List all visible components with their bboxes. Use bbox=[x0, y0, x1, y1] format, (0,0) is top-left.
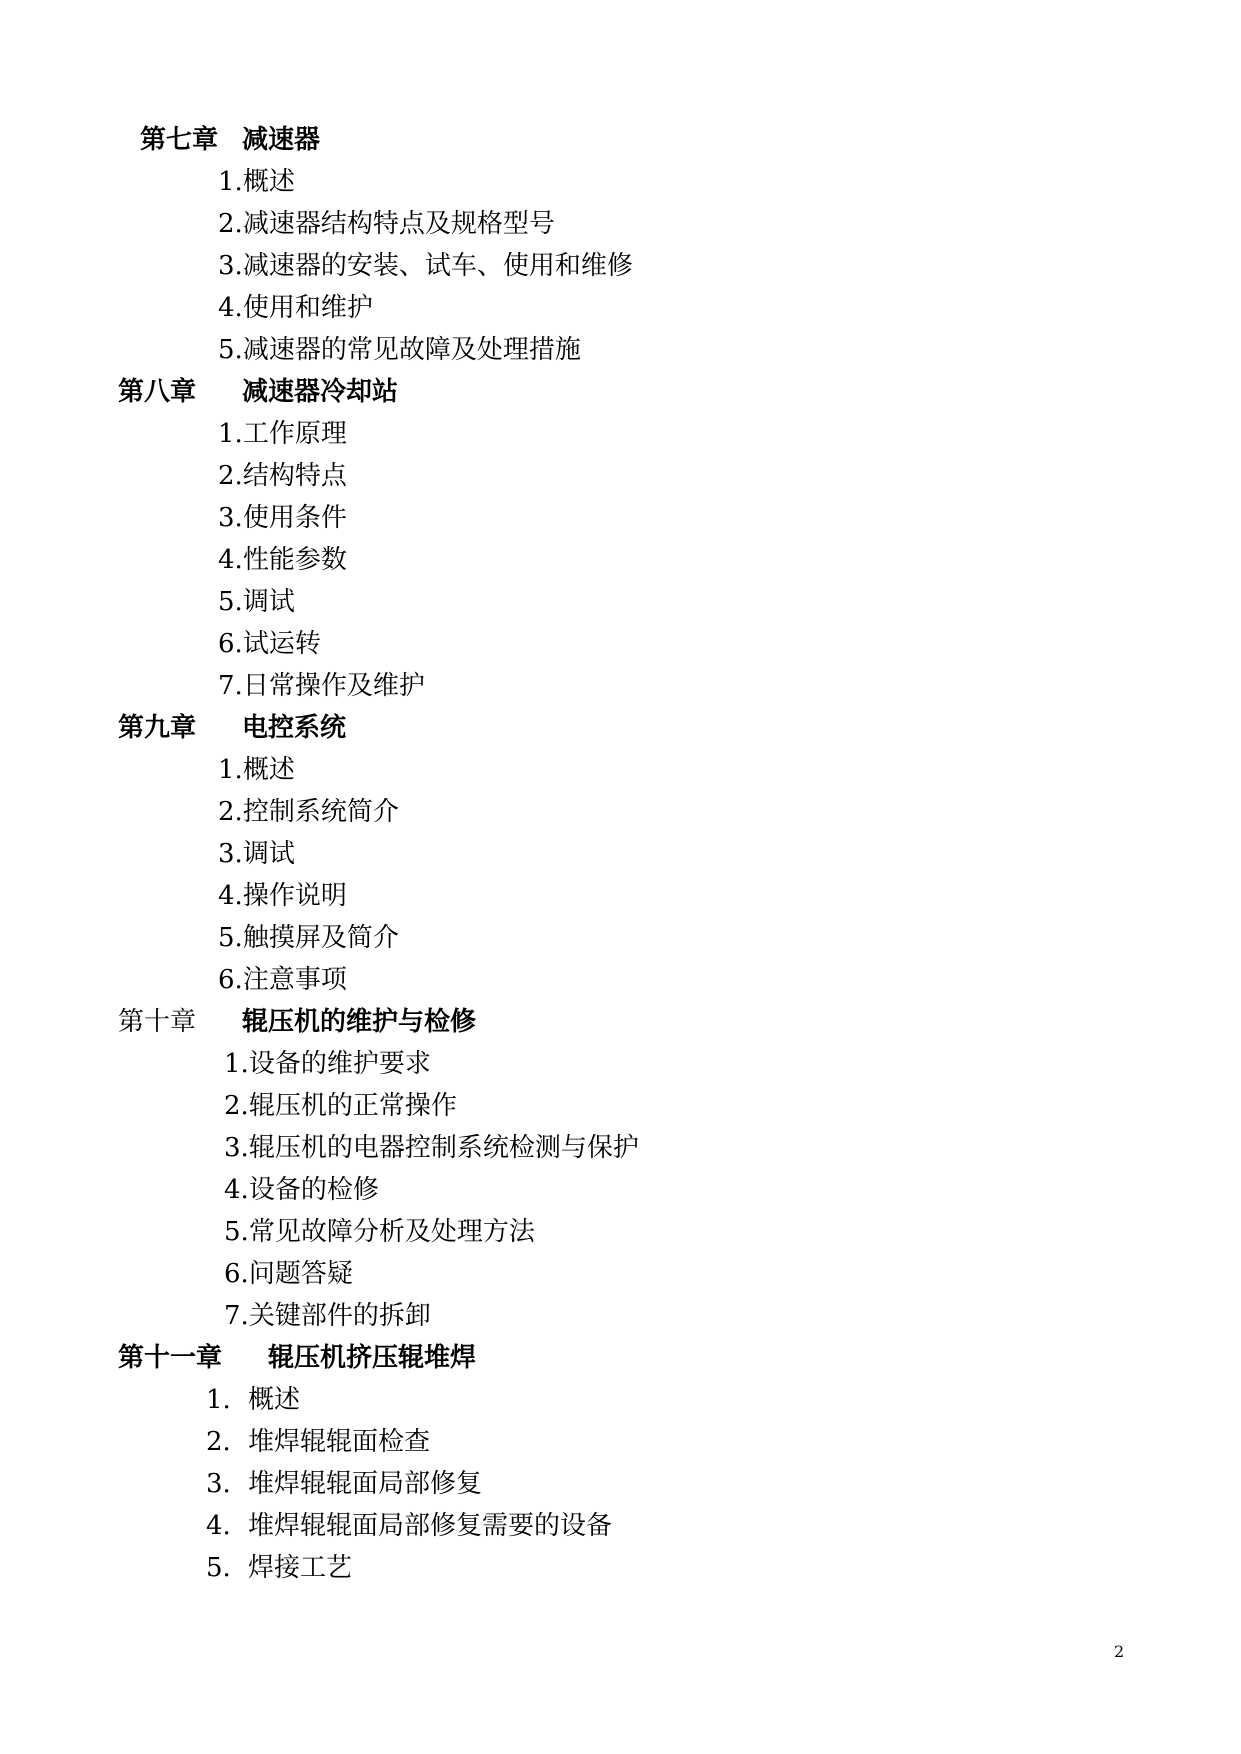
item-number: 2. bbox=[218, 461, 243, 491]
item-text: 概述 bbox=[242, 755, 295, 785]
toc-item bbox=[218, 250, 633, 282]
item-text: 调试 bbox=[242, 587, 295, 617]
item-number: 1. bbox=[218, 167, 243, 197]
item-number: 7. bbox=[218, 671, 243, 701]
toc-item bbox=[224, 1174, 379, 1206]
item-text: 工作原理 bbox=[242, 419, 347, 449]
item-number: 2. bbox=[224, 1091, 249, 1121]
item-number: 1. bbox=[218, 419, 243, 449]
item-number: 5. bbox=[224, 1217, 249, 1247]
item-text: 结构特点 bbox=[242, 461, 347, 491]
item-number: 1. bbox=[206, 1385, 231, 1415]
item-text: 试运转 bbox=[242, 629, 321, 659]
toc-item bbox=[218, 208, 555, 240]
item-number: 3. bbox=[206, 1469, 231, 1499]
chapter-title: 减速器冷却站 bbox=[242, 377, 399, 407]
item-number: 5. bbox=[218, 923, 243, 953]
item-text: 减速器结构特点及规格型号 bbox=[242, 209, 555, 239]
item-number: 5. bbox=[218, 335, 243, 365]
item-text: 调试 bbox=[242, 839, 295, 869]
item-number: 3. bbox=[218, 251, 243, 281]
toc-item bbox=[206, 1426, 430, 1458]
item-text: 触摸屏及简介 bbox=[242, 923, 399, 953]
chapter-number: 第九章 bbox=[118, 713, 197, 743]
item-number: 7. bbox=[224, 1301, 249, 1331]
item-number: 1. bbox=[218, 755, 243, 785]
item-text: 设备的检修 bbox=[248, 1175, 379, 1205]
chapter-title: 减速器 bbox=[242, 125, 321, 155]
item-number: 2. bbox=[218, 209, 243, 239]
chapter-title: 电控系统 bbox=[242, 713, 347, 743]
toc-item bbox=[218, 838, 295, 870]
item-text: 辊压机的电器控制系统检测与保护 bbox=[248, 1133, 639, 1163]
item-text: 减速器的安装、试车、使用和维修 bbox=[242, 251, 633, 281]
toc-item bbox=[224, 1300, 431, 1332]
chapter-heading bbox=[118, 1342, 476, 1374]
toc-item bbox=[218, 166, 295, 198]
item-text: 关键部件的拆卸 bbox=[248, 1301, 431, 1331]
toc-item bbox=[218, 502, 347, 534]
toc-item bbox=[218, 964, 347, 996]
item-text: 日常操作及维护 bbox=[242, 671, 425, 701]
item-text: 堆焊辊辊面局部修复 bbox=[248, 1469, 483, 1499]
item-text: 常见故障分析及处理方法 bbox=[248, 1217, 535, 1247]
toc-item bbox=[224, 1132, 639, 1164]
item-number: 5. bbox=[206, 1553, 231, 1583]
item-text: 堆焊辊辊面检查 bbox=[248, 1427, 431, 1457]
toc-item bbox=[224, 1258, 353, 1290]
item-number: 1. bbox=[224, 1049, 249, 1079]
item-text: 概述 bbox=[248, 1385, 301, 1415]
item-text: 堆焊辊辊面局部修复需要的设备 bbox=[248, 1511, 613, 1541]
chapter-heading bbox=[118, 712, 346, 744]
chapter-title: 辊压机挤压辊堆焊 bbox=[268, 1343, 477, 1373]
toc-item bbox=[224, 1048, 431, 1080]
item-text: 使用条件 bbox=[242, 503, 347, 533]
chapter-heading bbox=[118, 376, 398, 408]
toc-item bbox=[206, 1552, 352, 1584]
item-number: 3. bbox=[218, 839, 243, 869]
toc-item bbox=[218, 670, 425, 702]
toc-item bbox=[218, 796, 399, 828]
item-number: 4. bbox=[218, 293, 243, 323]
toc-item bbox=[218, 292, 373, 324]
chapter-title: 辊压机的维护与检修 bbox=[242, 1007, 477, 1037]
item-number: 5. bbox=[218, 587, 243, 617]
item-text: 控制系统简介 bbox=[242, 797, 399, 827]
item-number: 6. bbox=[218, 965, 243, 995]
toc-item bbox=[206, 1468, 482, 1500]
item-text: 概述 bbox=[242, 167, 295, 197]
page-number: 2 bbox=[1114, 1642, 1125, 1661]
chapter-number: 第十一章 bbox=[118, 1343, 223, 1373]
toc-item bbox=[218, 922, 399, 954]
toc-item bbox=[224, 1090, 457, 1122]
item-text: 焊接工艺 bbox=[248, 1553, 353, 1583]
toc-item bbox=[218, 880, 347, 912]
toc-item bbox=[218, 418, 347, 450]
toc-item bbox=[218, 586, 295, 618]
item-text: 问题答疑 bbox=[248, 1259, 353, 1289]
item-text: 注意事项 bbox=[242, 965, 347, 995]
item-number: 4. bbox=[206, 1511, 231, 1541]
chapter-number: 第八章 bbox=[118, 377, 197, 407]
chapter-heading bbox=[140, 124, 320, 156]
toc-item bbox=[218, 460, 347, 492]
item-text: 性能参数 bbox=[242, 545, 347, 575]
chapter-heading bbox=[118, 1006, 476, 1038]
item-number: 4. bbox=[218, 881, 243, 911]
item-number: 3. bbox=[218, 503, 243, 533]
item-text: 使用和维护 bbox=[242, 293, 373, 323]
item-number: 6. bbox=[218, 629, 243, 659]
item-text: 减速器的常见故障及处理措施 bbox=[242, 335, 581, 365]
toc-item bbox=[206, 1384, 300, 1416]
item-text: 操作说明 bbox=[242, 881, 347, 911]
toc-item bbox=[218, 628, 321, 660]
item-text: 设备的维护要求 bbox=[248, 1049, 431, 1079]
chapter-number: 第十章 bbox=[118, 1007, 197, 1037]
chapter-number: 第七章 bbox=[140, 125, 219, 155]
toc-item bbox=[218, 754, 295, 786]
item-number: 3. bbox=[224, 1133, 249, 1163]
toc-item bbox=[218, 334, 581, 366]
toc-item bbox=[224, 1216, 535, 1248]
toc-item bbox=[218, 544, 347, 576]
item-number: 2. bbox=[206, 1427, 231, 1457]
toc-item bbox=[206, 1510, 612, 1542]
item-number: 2. bbox=[218, 797, 243, 827]
item-number: 4. bbox=[218, 545, 243, 575]
item-text: 辊压机的正常操作 bbox=[248, 1091, 457, 1121]
item-number: 4. bbox=[224, 1175, 249, 1205]
item-number: 6. bbox=[224, 1259, 249, 1289]
